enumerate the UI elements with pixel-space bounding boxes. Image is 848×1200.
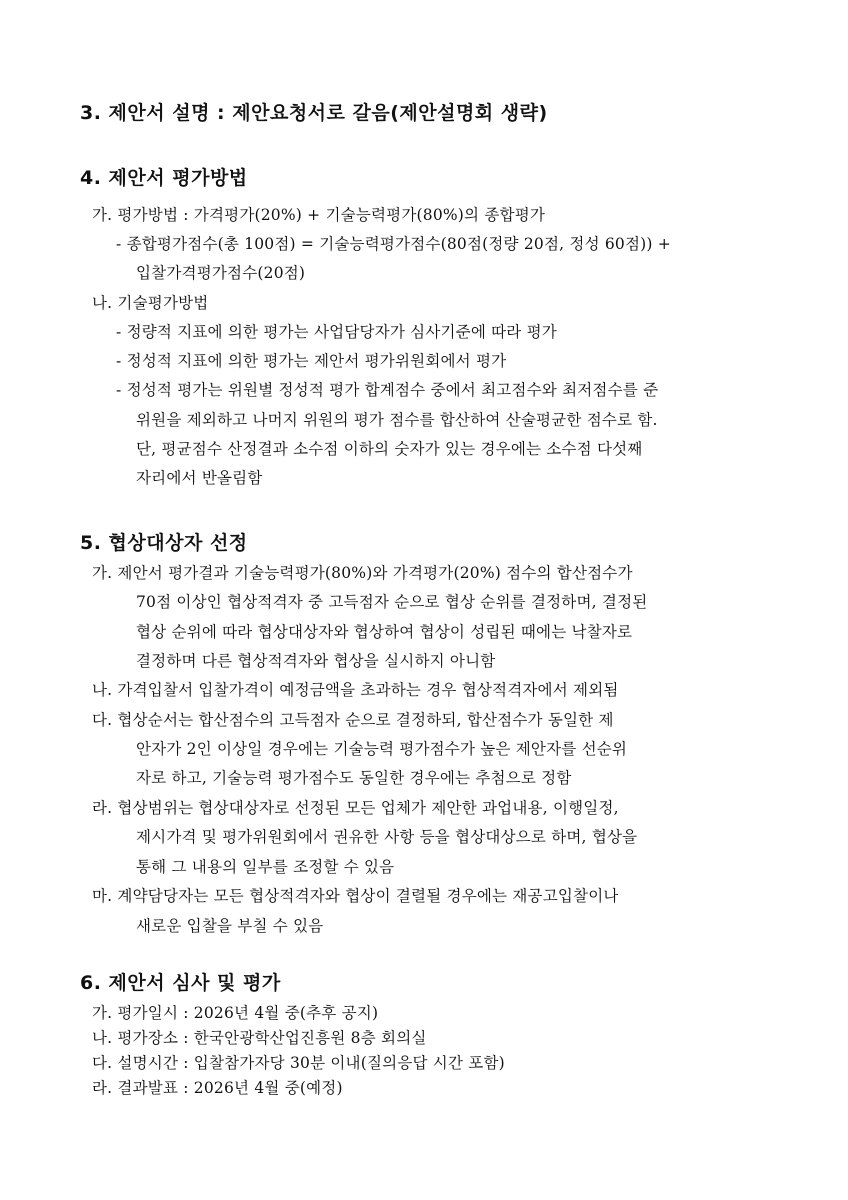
s5-line-4: 결정하며 다른 협상적격자와 협상을 실시하지 아니함: [136, 652, 496, 670]
s6-line-3: 다. 설명시간 : 입찰참가자당 30분 이내(질의응답 시간 포함): [92, 1054, 505, 1072]
s4-line-2: - 종합평가점수(총 100점) = 기술능력평가점수(80점(정량 20점, 정성 60점)) +: [116, 235, 671, 253]
s4-line-5: - 정량적 지표에 의한 평가는 사업담당자가 심사기준에 따라 평가: [116, 323, 557, 341]
s5-line-13: 새로운 입찰을 부칠 수 있음: [136, 917, 324, 935]
s4-line-1: 가. 평가방법 : 가격평가(20%) + 기술능력평가(80%)의 종합평가: [92, 206, 546, 224]
s5-line-3: 협상 순위에 따라 협상대상자와 협상하여 협상이 성립된 때에는 낙찰자로: [136, 623, 633, 641]
s5-line-1: 가. 제안서 평가결과 기술능력평가(80%)와 가격평가(20%) 점수의 합산점수가: [92, 564, 633, 582]
s5-line-5: 나. 가격입찰서 입찰가격이 예정금액을 초과하는 경우 협상적격자에서 제외됨: [92, 681, 619, 699]
section-5-heading: 5. 협상대상자 선정: [80, 532, 248, 554]
s4-line-10: 자리에서 반올림함: [136, 469, 263, 487]
s6-line-4: 라. 결과발표 : 2026년 4월 중(예정): [92, 1079, 343, 1097]
s6-line-2: 나. 평가장소 : 한국안광학산업진흥원 8층 회의실: [92, 1029, 427, 1047]
s5-line-9: 라. 협상범위는 협상대상자로 선정된 모든 업체가 제안한 과업내용, 이행일정,: [92, 799, 619, 817]
section-3-heading: 3. 제안서 설명 : 제안요청서로 갈음(제안설명회 생략): [80, 102, 548, 124]
s4-line-9: 단, 평균점수 산정결과 소수점 이하의 숫자가 있는 경우에는 소수점 다섯째: [136, 440, 643, 458]
section-6-heading: 6. 제안서 심사 및 평가: [80, 972, 281, 994]
section-4-heading: 4. 제안서 평가방법: [80, 167, 248, 189]
s5-line-7: 안자가 2인 이상일 경우에는 기술능력 평가점수가 높은 제안자를 선순위: [136, 740, 628, 758]
s5-line-8: 자로 하고, 기술능력 평가점수도 동일한 경우에는 추첨으로 정함: [136, 769, 572, 787]
s4-line-8: 위원을 제외하고 나머지 위원의 평가 점수를 합산하여 산술평균한 점수로 함.: [136, 411, 658, 429]
s4-line-7: - 정성적 평가는 위원별 정성적 평가 합계점수 중에서 최고점수와 최저점수를 준: [116, 381, 659, 399]
s5-line-11: 통해 그 내용의 일부를 조정할 수 있음: [136, 858, 395, 876]
s5-line-6: 다. 협상순서는 합산점수의 고득점자 순으로 결정하되, 합산점수가 동일한 제: [92, 711, 614, 729]
s4-line-6: - 정성적 지표에 의한 평가는 제안서 평가위원회에서 평가: [116, 352, 507, 370]
s6-line-1: 가. 평가일시 : 2026년 4월 중(추후 공지): [92, 1004, 379, 1022]
s5-line-12: 마. 계약담당자는 모든 협상적격자와 협상이 결렬될 경우에는 재공고입찰이나: [92, 887, 619, 905]
s4-line-3: 입찰가격평가점수(20점): [136, 264, 306, 282]
s5-line-2: 70점 이상인 협상적격자 중 고득점자 순으로 협상 순위를 결정하며, 결정된: [136, 593, 648, 611]
s4-line-4: 나. 기술평가방법: [92, 294, 209, 312]
s5-line-10: 제시가격 및 평가위원회에서 권유한 사항 등을 협상대상으로 하며, 협상을: [136, 828, 638, 846]
